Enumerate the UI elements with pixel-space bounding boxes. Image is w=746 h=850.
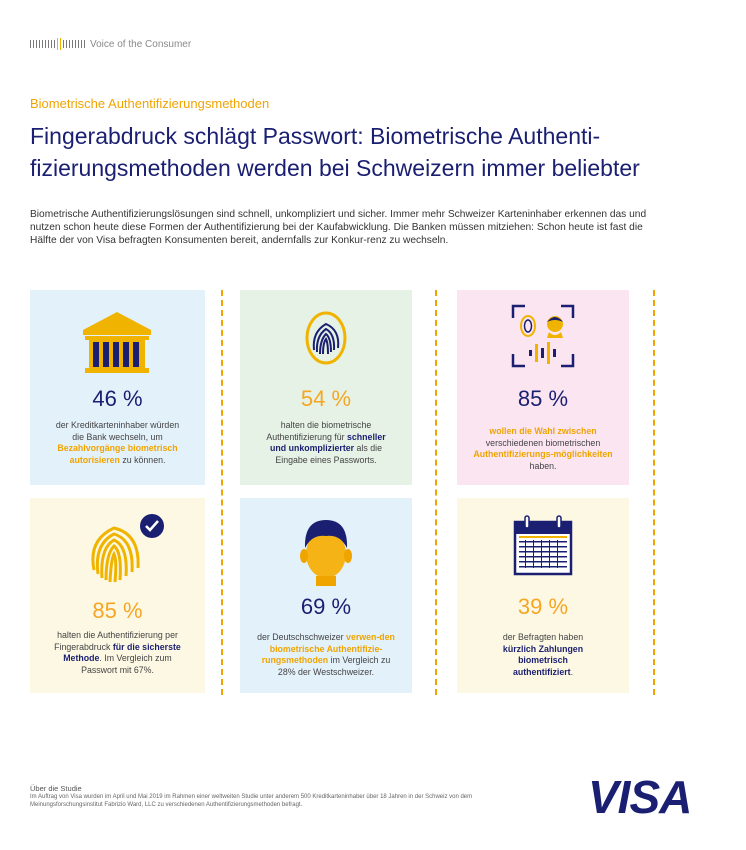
face-scan-icon	[511, 304, 575, 368]
brand-bars-icon	[30, 38, 87, 50]
column-divider-3	[653, 290, 655, 695]
fingerprint-icon	[304, 310, 348, 366]
headline-line-2: fizierungsmethoden werden bei Schweizern immer beliebter	[30, 155, 640, 181]
stat-card-calendar	[457, 498, 629, 693]
section-title: Biometrische Authentifizierungsmethoden	[30, 96, 270, 111]
brand-tagline: Voice of the Consumer	[90, 38, 192, 50]
stat-card-person	[240, 498, 412, 693]
bank-icon	[79, 310, 155, 376]
stat-value: 85 %	[92, 598, 143, 623]
brand-row	[30, 38, 191, 50]
calendar-icon	[511, 512, 575, 576]
stat-description: wollen die Wahl zwischen verschiedenen biometrischen Authentifizierungs-möglichkeiten haben.	[473, 426, 613, 471]
stat-card-fingerprint-check	[30, 498, 205, 693]
stat-value: 39 %	[517, 594, 569, 619]
stat-description: der Deutschschweizer verwen-den biometrische Authentifizie-rungsmethoden im Vergleich zu 28% der Westschweizer.	[257, 632, 395, 677]
footer-heading: Über die Studie	[30, 784, 82, 793]
stat-card-bank	[30, 290, 205, 485]
stat-value: 85 %	[517, 386, 569, 411]
column-divider-2	[435, 290, 437, 695]
visa-logo: VISA	[588, 771, 692, 823]
stat-description: der Befragten haben kürzlich Zahlungen biometrisch authentifiziert.	[502, 632, 584, 677]
intro-text: Biometrische Authentifizierungslösungen sind schnell, unkompliziert und sicher. Immer mehr Schweizer Karteninhaber erkennen das und nutzen schon heute diese Formen der Authentifizierung bei der Kaufabwicklung. Die Banken müssen mitziehen: Schon heute ist fast die Hälfte der von Visa befragten Konsumenten bereit, andernfalls zur Konkur-renz zu wechseln.	[30, 209, 647, 246]
stat-card-fingerprint	[240, 290, 412, 485]
stat-value: 69 %	[300, 594, 352, 619]
stat-description: der Kreditkarteninhaber würden die Bank wechseln, um Bezahlvorgänge biometrisch autorisieren zu können.	[55, 420, 180, 465]
footer-text: Im Auftrag von Visa wurden im April und Mai 2019 im Rahmen einer weltweiten Studie unter anderem 500 Kreditkarteninhaber über 18 Jahren in der Schweiz von dem Meinungsforschungsinstitut Fabrizio Ward, LLC zu verschiedenen Authentifizierungsmethoden befragt.	[30, 794, 473, 808]
fingerprint-check-icon	[80, 512, 166, 592]
column-divider-1	[221, 290, 223, 695]
person-head-icon	[296, 516, 356, 586]
stat-description: halten die biometrische Authentifizierung für schneller und unkomplizierter als die Eingabe eines Passworts.	[266, 420, 386, 465]
stat-value: 54 %	[300, 386, 352, 411]
stat-card-face-scan	[457, 290, 629, 485]
headline	[30, 120, 730, 184]
stat-value: 46 %	[92, 386, 143, 411]
headline-line-1: Fingerabdruck schlägt Passwort: Biometrische Authenti-	[30, 123, 601, 149]
stat-description: halten die Authentifizierung per Fingerabdruck für die sicherste Methode. Im Vergleich zum Passwort mit 67%.	[54, 630, 181, 675]
